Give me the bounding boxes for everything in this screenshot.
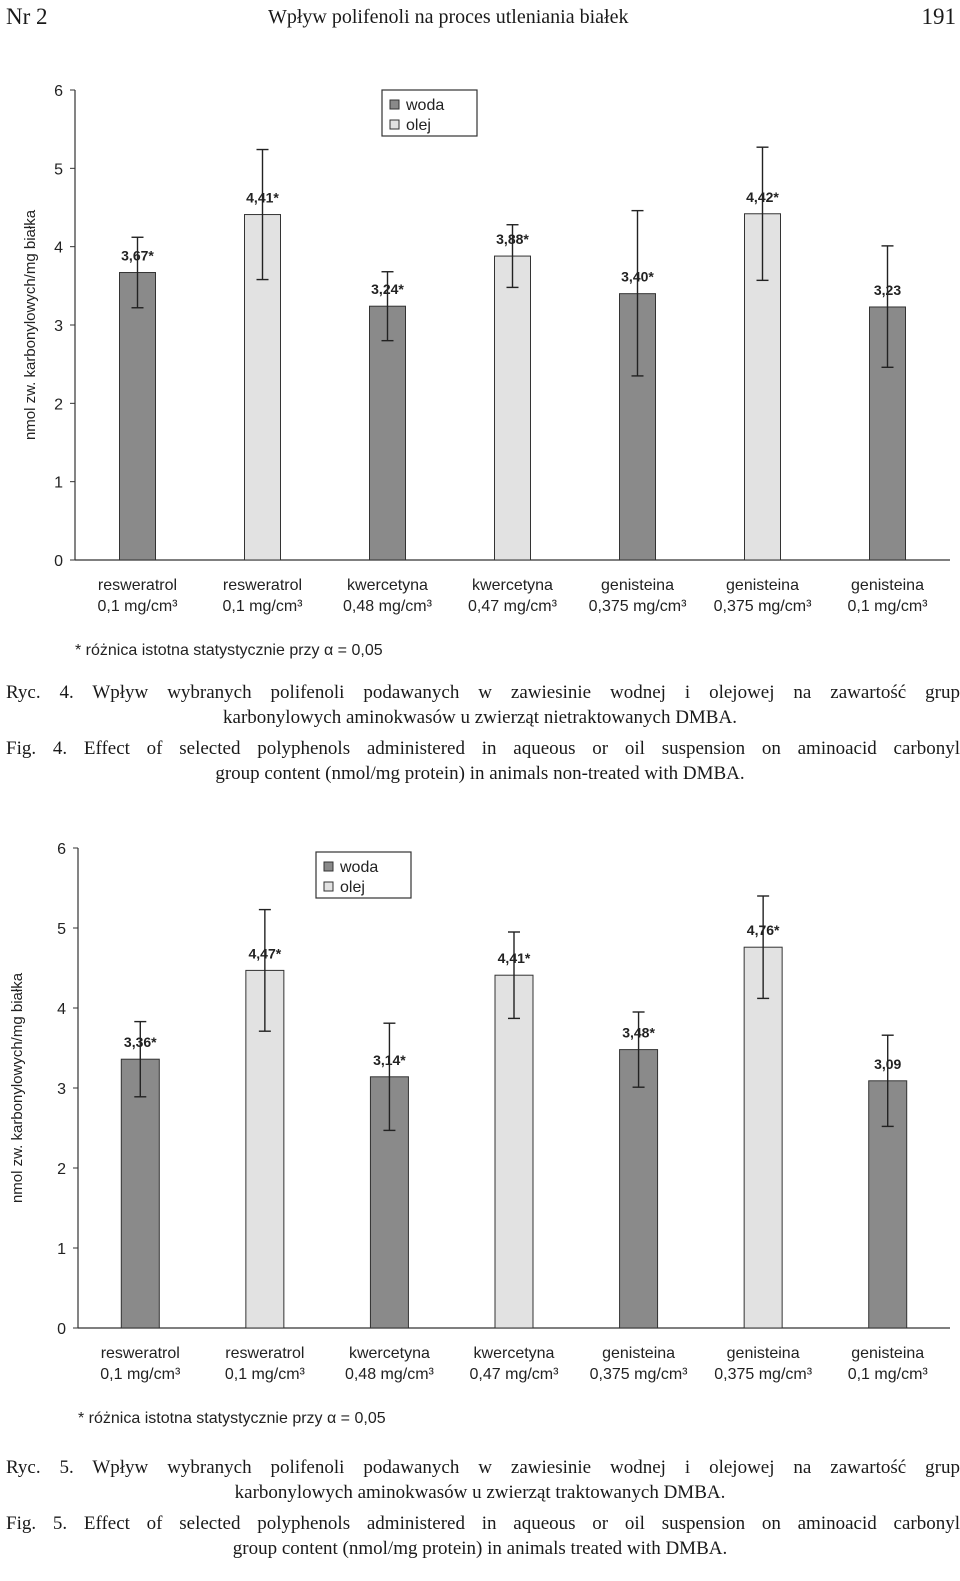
legend-swatch-olej xyxy=(324,882,333,891)
data-label: 3,24* xyxy=(371,281,404,298)
legend-label-woda: woda xyxy=(340,859,379,876)
x-category-name: genisteina xyxy=(602,1345,676,1362)
caption-pl-line1: Ryc. 5. Wpływ wybranych polifenoli podawanych w zawiesinie wodnej i olejowej na zawartość grup xyxy=(6,1457,960,1478)
running-header xyxy=(0,0,960,40)
caption-en-line1: Fig. 4. Effect of selected polyphenols administered in aqueous or oil suspension on aminoacid carbonyl xyxy=(6,738,960,759)
data-label: 3,36* xyxy=(123,1034,157,1051)
x-category-dose: 0,1 mg/cm³ xyxy=(100,1366,181,1383)
x-category-name: kwercetyna xyxy=(348,1345,430,1362)
bar-woda xyxy=(620,1050,658,1328)
legend-swatch-olej xyxy=(390,120,399,129)
x-category-dose: 0,1 mg/cm³ xyxy=(97,598,178,615)
legend xyxy=(316,852,411,898)
significance-footnote: * różnica istotna statystycznie przy α = 0,05 xyxy=(75,642,383,659)
data-label: 3,48* xyxy=(622,1024,655,1041)
bar-olej xyxy=(495,256,531,560)
y-tick-label: 3 xyxy=(54,318,63,335)
bar-olej xyxy=(744,947,782,1328)
caption-en-line2: group content (nmol/mg protein) in animals non-treated with DMBA. xyxy=(215,763,745,784)
y-axis-label: nmol zw. karbonylowych/mg białka xyxy=(9,972,26,1204)
x-category-name: resweratrol xyxy=(97,577,178,594)
x-category-dose: 0,48 mg/cm³ xyxy=(343,598,432,615)
significance-footnote: * różnica istotna statystycznie przy α = 0,05 xyxy=(78,1410,386,1427)
y-tick-label: 4 xyxy=(57,1001,66,1018)
x-category-name: genisteina xyxy=(851,577,924,594)
legend-swatch-woda xyxy=(390,100,399,109)
y-tick-label: 0 xyxy=(54,553,63,570)
data-label: 3,23 xyxy=(873,281,902,298)
data-label: 3,67* xyxy=(121,247,154,264)
x-category-name: resweratrol xyxy=(222,577,303,594)
x-category-dose: 0,48 mg/cm³ xyxy=(344,1366,434,1383)
x-category-name: resweratrol xyxy=(225,1345,305,1362)
bar-woda xyxy=(120,273,156,560)
data-label: 4,76* xyxy=(746,922,780,939)
bar-woda xyxy=(370,306,406,560)
y-tick-label: 2 xyxy=(57,1161,66,1178)
bar-olej xyxy=(495,975,533,1328)
issue-number: Nr 2 xyxy=(6,4,48,29)
figure-5-caption xyxy=(0,1455,960,1567)
data-label: 4,41* xyxy=(246,189,279,206)
x-category-dose: 0,375 mg/cm³ xyxy=(588,598,687,615)
x-category-dose: 0,375 mg/cm³ xyxy=(714,1366,813,1383)
figure-4-chart xyxy=(0,70,960,670)
caption-pl-line2: karbonylowych aminokwasów u zwierząt nietraktowanych DMBA. xyxy=(223,707,737,728)
caption-en-line2: group content (nmol/mg protein) in animals treated with DMBA. xyxy=(232,1538,728,1559)
x-category-dose: 0,375 mg/cm³ xyxy=(589,1366,688,1383)
x-category-name: genisteina xyxy=(726,1345,800,1362)
x-category-name: kwercetyna xyxy=(347,577,428,594)
legend xyxy=(382,90,477,136)
data-label: 3,88* xyxy=(496,231,529,248)
running-title: Wpływ polifenoli na proces utleniania białek xyxy=(268,6,629,28)
y-tick-label: 6 xyxy=(54,83,63,100)
bar-woda xyxy=(121,1059,159,1328)
caption-pl-line1: Ryc. 4. Wpływ wybranych polifenoli podawanych w zawiesinie wodnej i olejowej na zawartość grup xyxy=(6,682,960,703)
figure-5-chart xyxy=(0,830,960,1440)
y-tick-label: 4 xyxy=(54,239,63,257)
y-tick-label: 6 xyxy=(57,841,66,858)
x-category-name: kwercetyna xyxy=(473,1345,555,1362)
data-label: 4,47* xyxy=(248,945,282,962)
y-axis-label: nmol zw. karbonylowych/mg białka xyxy=(22,209,39,441)
x-category-dose: 0,47 mg/cm³ xyxy=(469,1366,559,1383)
x-category-name: genisteina xyxy=(601,577,674,594)
x-category-dose: 0,375 mg/cm³ xyxy=(713,598,812,615)
data-label: 3,09 xyxy=(874,1055,902,1072)
figure-4-caption xyxy=(0,680,960,792)
y-tick-label: 1 xyxy=(57,1241,66,1258)
page-number: 191 xyxy=(921,4,956,29)
x-category-dose: 0,47 mg/cm³ xyxy=(468,598,557,615)
figure-5-svg xyxy=(0,830,960,1440)
data-label: 4,41* xyxy=(497,950,531,967)
legend-swatch-woda xyxy=(324,862,333,871)
caption-en-line1: Fig. 5. Effect of selected polyphenols administered in aqueous or oil suspension on aminoacid carbonyl xyxy=(6,1513,960,1534)
data-label: 4,42* xyxy=(746,188,779,205)
figure-4-svg xyxy=(0,70,960,670)
y-tick-label: 3 xyxy=(57,1081,66,1098)
y-tick-label: 5 xyxy=(54,161,63,179)
legend-label-woda: woda xyxy=(406,97,445,114)
y-tick-label: 0 xyxy=(57,1321,66,1338)
x-category-dose: 0,1 mg/cm³ xyxy=(222,598,303,615)
legend-label-olej: olej xyxy=(340,879,365,896)
data-label: 3,40* xyxy=(621,268,654,285)
x-category-name: genisteina xyxy=(851,1345,925,1362)
x-category-dose: 0,1 mg/cm³ xyxy=(847,1366,928,1383)
data-label: 3,14* xyxy=(373,1051,406,1068)
x-category-name: kwercetyna xyxy=(472,577,553,594)
caption-pl-line2: karbonylowych aminokwasów u zwierząt traktowanych DMBA. xyxy=(234,1482,726,1503)
x-category-name: resweratrol xyxy=(100,1345,180,1362)
y-tick-label: 2 xyxy=(54,396,63,414)
y-tick-label: 1 xyxy=(54,474,63,492)
x-category-dose: 0,1 mg/cm³ xyxy=(224,1366,305,1383)
x-category-name: genisteina xyxy=(726,577,799,594)
y-tick-label: 5 xyxy=(57,921,66,938)
legend-label-olej: olej xyxy=(406,117,431,134)
x-category-dose: 0,1 mg/cm³ xyxy=(847,598,928,615)
